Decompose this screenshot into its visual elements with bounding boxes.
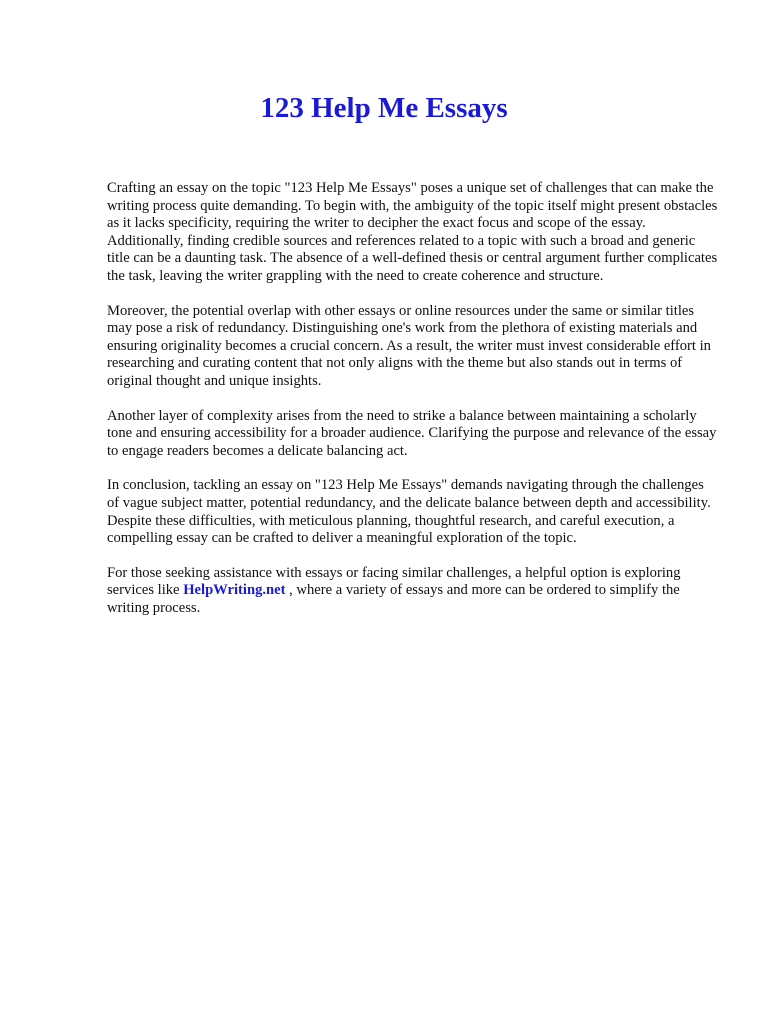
- closing-text-after-link: , where a variety of essays and more can be ordered to simplify the writing process.: [107, 582, 680, 616]
- paragraph-4: In conclusion, tackling an essay on "123 Help Me Essays" demands navigating through the challenges of vague subject matter, potential redundancy, and the delicate balance between depth and accessibility. Despite these difficulties, with meticulous planning, thoughtful research, and careful execution, a compelling essay can be crafted to deliver a meaningful exploration of the topic.: [107, 477, 711, 547]
- closing-paragraph: [107, 565, 719, 618]
- paragraph-2: Moreover, the potential overlap with other essays or online resources under the same or similar titles may pose a risk of redundancy. Distinguishing one's work from the plethora of existing materials and ensuring originality becomes a crucial concern. As a result, the writer must invest considerable effort in researching and curating content that not only aligns with the theme but also stands out in terms of original thought and unique insights.: [107, 302, 711, 389]
- document-title: 123 Help Me Essays: [260, 92, 508, 124]
- paragraph-3: Another layer of complexity arises from the need to strike a balance between maintaining a scholarly tone and ensuring accessibility for a broader audience. Clarifying the purpose and relevance of the essay to engage readers becomes a delicate balancing act.: [107, 407, 717, 459]
- paragraph-1: Crafting an essay on the topic "123 Help Me Essays" poses a unique set of challenges that can make the writing process quite demanding. To begin with, the ambiguity of the topic itself might present obstacles as it lacks specificity, requiring the writer to decipher the exact focus and scope of the essay. Additionally, finding credible sources and references related to a topic with such a broad and generic title can be a daunting task. The absence of a well-defined thesis or central argument further complicates the task, leaving the writer grappling with the need to create coherence and structure.: [107, 180, 718, 284]
- helpwriting-link[interactable]: HelpWriting.net: [183, 582, 286, 599]
- document-body: [107, 180, 719, 634]
- closing-text-before-link: For those seeking assistance with essays or facing similar challenges, a helpful option is exploring services like: [107, 564, 681, 599]
